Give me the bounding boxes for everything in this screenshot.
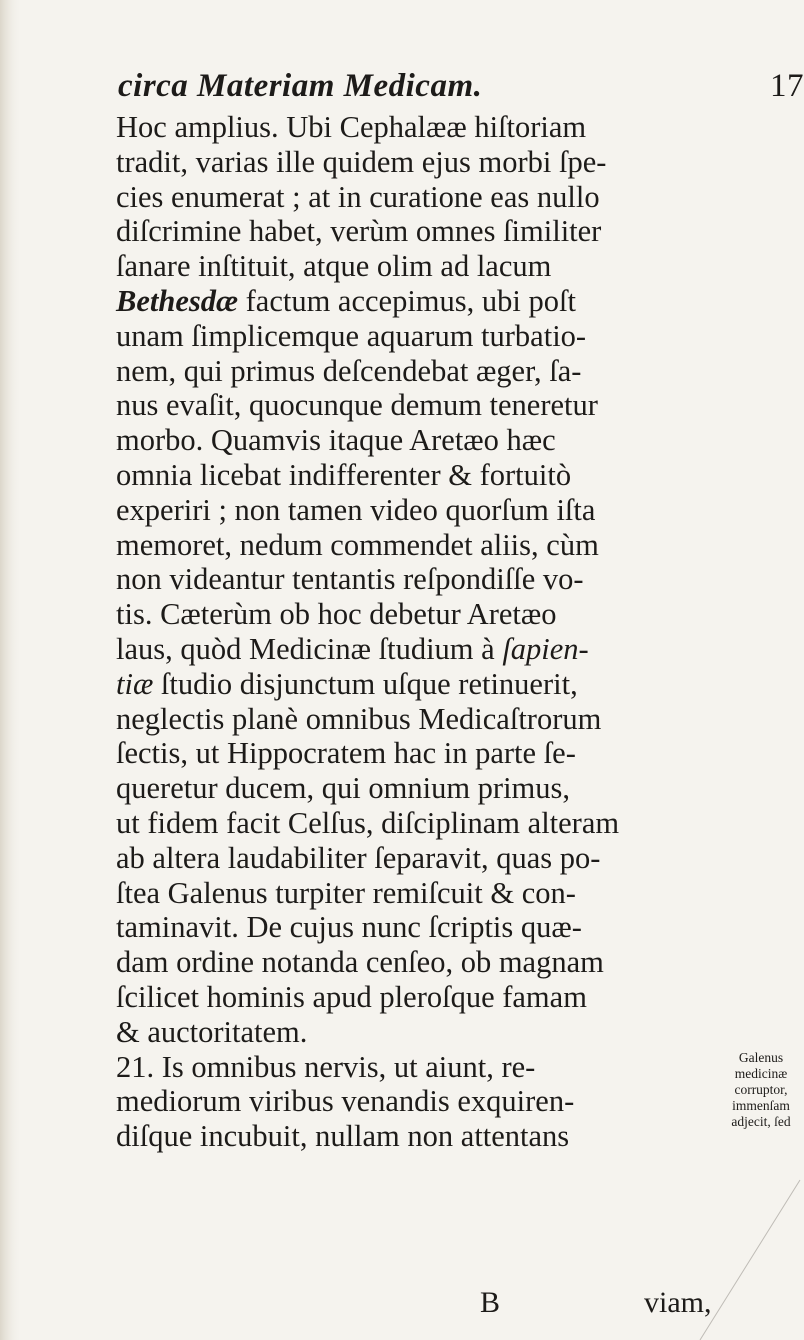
text-line (116, 597, 746, 632)
text-line (116, 388, 746, 423)
text-run: 21. Is omnibus nervis, ut aiunt, re- (116, 1049, 536, 1084)
text-line (116, 319, 746, 354)
text-line (116, 180, 746, 215)
text-line (116, 736, 746, 771)
text-line (116, 702, 746, 737)
margin-note-line: corruptor, (734, 1082, 788, 1097)
text-run: ſapien- (502, 631, 589, 666)
text-run: non videantur tentantis reſpondiſſe vo- (116, 562, 584, 597)
text-run: omnia licebat indifferenter & fortuitò (116, 457, 572, 492)
text-run: taminavit. De cujus nunc ſcriptis quæ- (116, 910, 582, 945)
text-run: experiri ; non tamen video quorſum iſta (116, 492, 596, 527)
text-line (116, 145, 746, 180)
text-run: nem, qui primus deſcendebat æger, ſa- (116, 353, 582, 388)
text-run: ſtea Galenus turpiter remiſcuit & con- (116, 875, 576, 910)
text-line (116, 423, 746, 458)
text-run: Bethesdæ (116, 283, 238, 318)
text-line (116, 1119, 746, 1154)
text-line (116, 841, 746, 876)
text-run: mediorum viribus venandis exquiren- (116, 1084, 575, 1119)
text-run: factum accepimus, ubi poſt (238, 283, 576, 318)
signature-mark: B (480, 1286, 501, 1319)
text-line (116, 771, 746, 806)
text-run: cies enumerat ; at in curatione eas nullo (116, 179, 600, 214)
text-run: neglectis planè omnibus Medicaſtrorum (116, 701, 602, 736)
text-run: nus evaſit, quocunque demum teneretur (116, 388, 598, 423)
text-line (116, 562, 746, 597)
text-line (116, 667, 746, 702)
text-run: unam ſimplicemque aquarum turbatio- (116, 318, 587, 353)
text-run: laus, quòd Medicinæ ſtudium à (116, 631, 503, 666)
text-line (116, 806, 746, 841)
text-line (116, 910, 746, 945)
text-line (116, 876, 746, 911)
text-run: ſtudio disjunctum uſque retinuerit, (153, 666, 578, 701)
margin-note-line: immenſam (732, 1098, 790, 1113)
text-run: diſcrimine habet, verùm omnes ſimiliter (116, 214, 602, 249)
body-text (116, 110, 746, 1154)
text-run: memoret, nedum commendet aliis, cùm (116, 527, 599, 562)
text-run: & auctoritatem. (116, 1014, 308, 1049)
text-run: tiæ (116, 666, 154, 701)
text-line (116, 980, 746, 1015)
text-line (116, 493, 746, 528)
page-number: 17 (770, 68, 804, 104)
margin-note (722, 1050, 800, 1130)
margin-note-line: medicinæ (734, 1066, 788, 1081)
text-run: ut fidem facit Celſus, diſciplinam alteram (116, 805, 620, 840)
text-run: queretur ducem, qui omnium primus, (116, 771, 571, 806)
text-line (116, 632, 746, 667)
text-run: morbo. Quamvis itaque Aretæo hæc (116, 423, 556, 458)
text-run: dam ordine notanda cenſeo, ob magnam (116, 945, 604, 980)
text-line (116, 1050, 746, 1085)
text-run: diſque incubuit, nullam non attentans (116, 1119, 570, 1154)
text-run: tradit, varias ille quidem ejus morbi ſpe- (116, 144, 607, 179)
text-line (116, 110, 746, 145)
text-run: Hoc amplius. Ubi Cephalææ hiſtoriam (116, 110, 587, 144)
text-run: tis. Cæterùm ob hoc debetur Aretæo (116, 597, 557, 632)
text-run: ſcilicet hominis apud pleroſque famam (116, 979, 587, 1014)
margin-note-line: Galenus (738, 1050, 784, 1065)
text-line (116, 458, 746, 493)
text-line (116, 214, 746, 249)
text-line (116, 945, 746, 980)
text-run: ſanare inſtituit, atque olim ad lacum (116, 249, 552, 284)
text-line (116, 1084, 746, 1119)
running-title: circa Materiam Medicam. (118, 68, 483, 104)
text-line (116, 249, 746, 284)
text-line (116, 528, 746, 563)
catchword: viam, (644, 1286, 712, 1319)
text-line (116, 1015, 746, 1050)
text-line (116, 354, 746, 389)
text-run: ab altera laudabiliter ſeparavit, quas po- (116, 840, 601, 875)
margin-note-line: adjecit, ſed (731, 1114, 791, 1129)
text-line (116, 284, 746, 319)
text-run: ſectis, ut Hippocratem hac in parte ſe- (116, 736, 576, 771)
